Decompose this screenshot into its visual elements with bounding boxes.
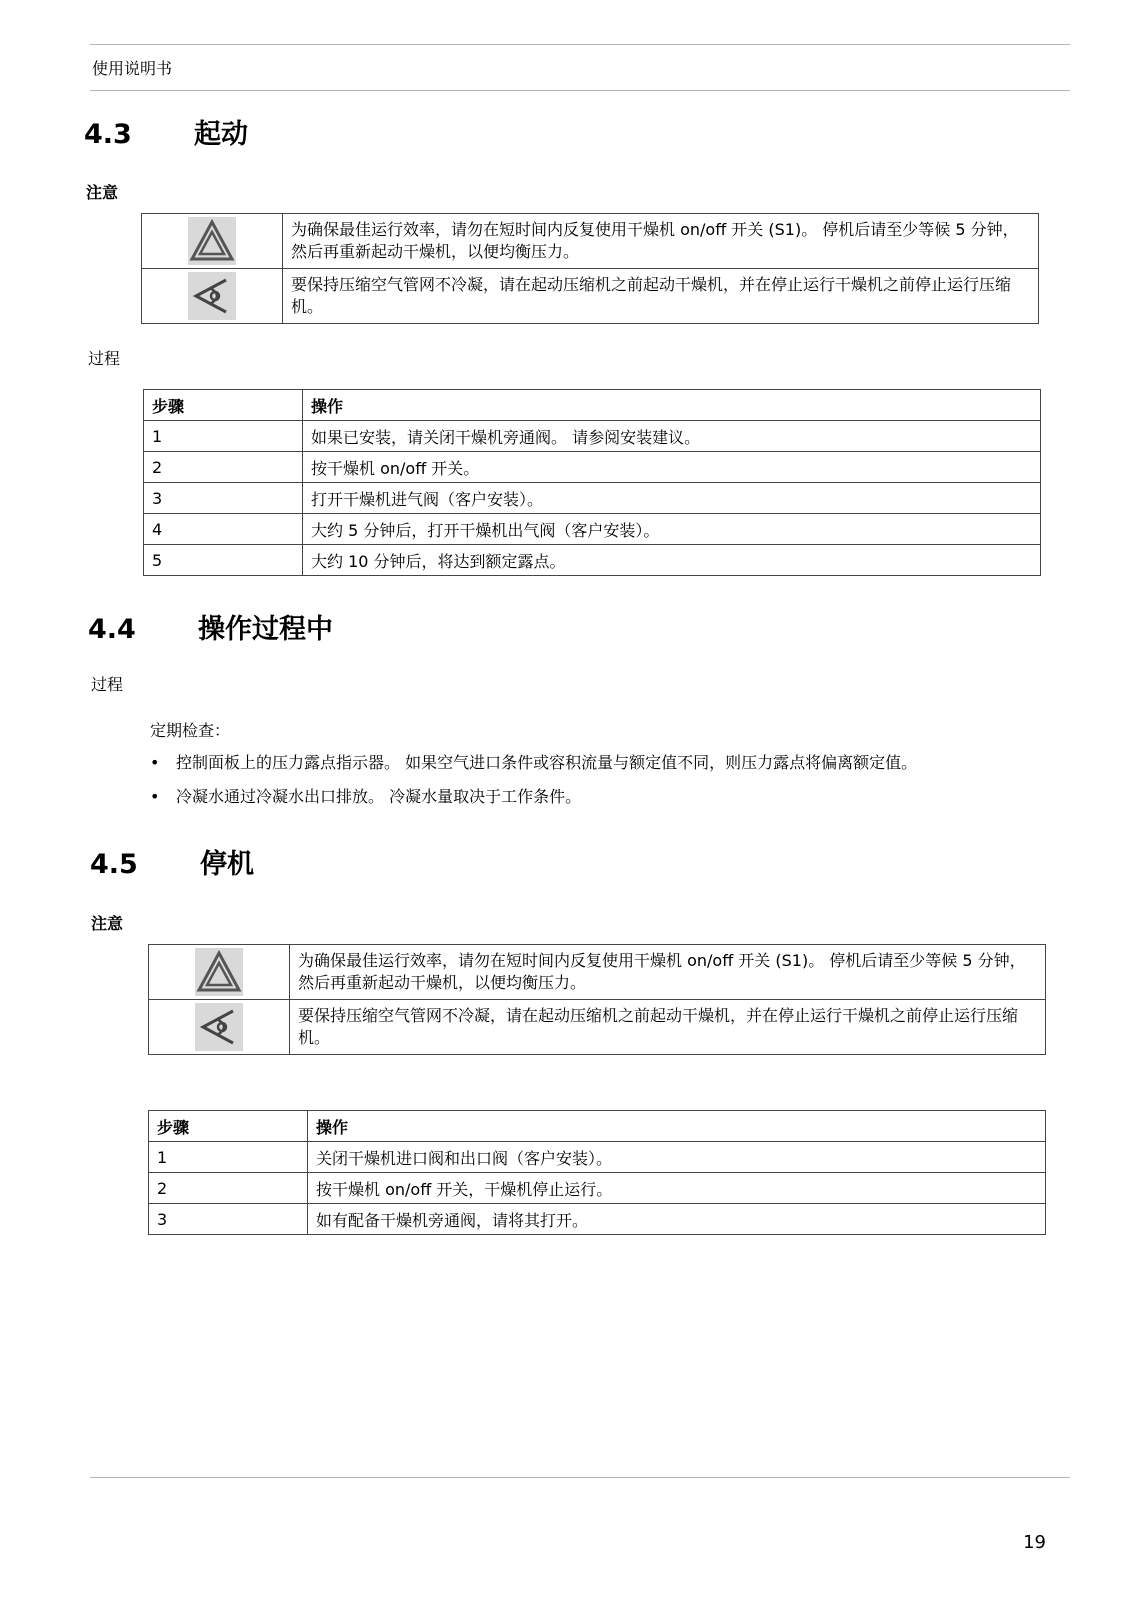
table-header-row: [144, 390, 1041, 421]
step-action: 如有配备干燥机旁通阀，请将其打开。: [308, 1204, 1046, 1235]
note-text: 要保持压缩空气管网不冷凝，请在起动压缩机之前起动干燥机，并在停止运行干燥机之前停止运行压缩机。: [290, 1000, 1046, 1055]
step-number: 4: [144, 514, 303, 545]
step-action: 关闭干燥机进口阀和出口阀（客户安装）。: [308, 1142, 1046, 1173]
list-item-text: 冷凝水通过冷凝水出口排放。 冷凝水量取决于工作条件。: [176, 787, 582, 806]
list-item-text: 控制面板上的压力露点指示器。 如果空气进口条件或容积流量与额定值不同，则压力露点将偏离额定值。: [176, 753, 918, 772]
note-icon-cell: [149, 945, 290, 1000]
step-number: 3: [149, 1204, 308, 1235]
note-table: [148, 944, 1046, 1055]
section-heading-4-3: [84, 112, 248, 151]
section-title: 操作过程中: [198, 614, 333, 645]
attention-eye-icon: [195, 1003, 243, 1051]
column-header-step: 步骤: [149, 1111, 308, 1142]
bullet-dot: •: [150, 753, 160, 772]
step-action: 按干燥机 on/off 开关，干燥机停止运行。: [308, 1173, 1046, 1204]
note-label: 注意: [91, 914, 124, 933]
document-header-title: 使用说明书: [92, 59, 173, 78]
table-header-row: [149, 1111, 1046, 1142]
step-number: 5: [144, 545, 303, 576]
step-number: 2: [149, 1173, 308, 1204]
section-heading-4-4: [88, 607, 333, 646]
step-action: 打开干燥机进气阀（客户安装）。: [303, 483, 1041, 514]
attention-eye-icon: [188, 272, 236, 320]
header-bottom-rule: [90, 90, 1070, 91]
step-action: 按干燥机 on/off 开关。: [303, 452, 1041, 483]
table-row: [149, 1204, 1046, 1235]
procedure-label: 过程: [88, 349, 121, 368]
table-row: [144, 514, 1041, 545]
note-row: [142, 214, 1039, 269]
step-number: 1: [144, 421, 303, 452]
procedure-label: 过程: [91, 675, 124, 694]
intro-text: 定期检查：: [150, 721, 231, 740]
note-row: [149, 1000, 1046, 1055]
table-row: [149, 1173, 1046, 1204]
table-row: [149, 1142, 1046, 1173]
step-number: 1: [149, 1142, 308, 1173]
steps-table: [143, 389, 1041, 576]
section-heading-4-5: [90, 842, 254, 881]
note-label: 注意: [86, 183, 119, 202]
note-text: 要保持压缩空气管网不冷凝，请在起动压缩机之前起动干燥机，并在停止运行干燥机之前停止运行压缩机。: [283, 269, 1039, 324]
note-icon-cell: [142, 269, 283, 324]
bullet-list: [150, 750, 917, 818]
section-title: 起动: [194, 119, 248, 150]
table-row: [144, 452, 1041, 483]
table-row: [144, 483, 1041, 514]
warning-triangle-icon: [195, 948, 243, 996]
column-header-step: 步骤: [144, 390, 303, 421]
note-row: [142, 269, 1039, 324]
note-text: 为确保最佳运行效率，请勿在短时间内反复使用干燥机 on/off 开关 (S1)。 停机后请至少等候 5 分钟，然后再重新起动干燥机，以便均衡压力。: [290, 945, 1046, 1000]
step-number: 3: [144, 483, 303, 514]
steps-table: [148, 1110, 1046, 1235]
step-action: 大约 10 分钟后，将达到额定露点。: [303, 545, 1041, 576]
column-header-action: 操作: [308, 1111, 1046, 1142]
step-action: 如果已安装，请关闭干燥机旁通阀。 请参阅安装建议。: [303, 421, 1041, 452]
note-row: [149, 945, 1046, 1000]
step-action: 大约 5 分钟后，打开干燥机出气阀（客户安装）。: [303, 514, 1041, 545]
section-number: 4.3: [84, 119, 132, 150]
header-top-rule: [90, 44, 1070, 45]
section-number: 4.4: [88, 614, 136, 645]
note-icon-cell: [149, 1000, 290, 1055]
section-title: 停机: [200, 849, 254, 880]
column-header-action: 操作: [303, 390, 1041, 421]
table-row: [144, 421, 1041, 452]
footer-rule: [90, 1477, 1070, 1478]
note-icon-cell: [142, 214, 283, 269]
note-table: [141, 213, 1039, 324]
table-row: [144, 545, 1041, 576]
list-item: [150, 784, 917, 818]
section-number: 4.5: [90, 849, 138, 880]
page-number: 19: [1023, 1532, 1046, 1553]
step-number: 2: [144, 452, 303, 483]
note-text: 为确保最佳运行效率，请勿在短时间内反复使用干燥机 on/off 开关 (S1)。 停机后请至少等候 5 分钟，然后再重新起动干燥机，以便均衡压力。: [283, 214, 1039, 269]
bullet-dot: •: [150, 787, 160, 806]
warning-triangle-icon: [188, 217, 236, 265]
list-item: [150, 750, 917, 784]
